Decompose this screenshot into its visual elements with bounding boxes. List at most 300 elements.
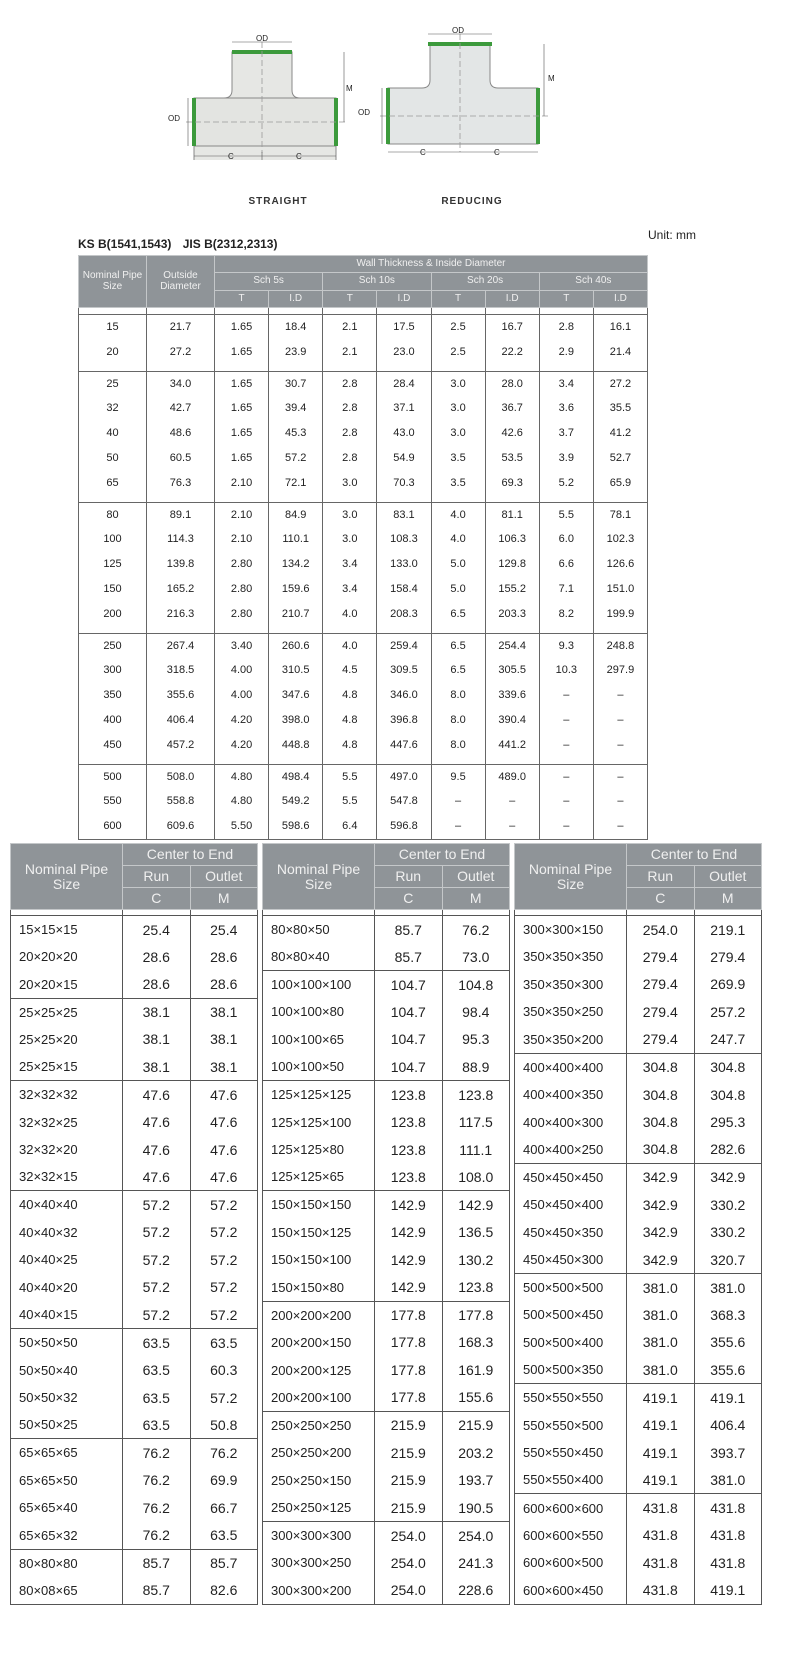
outlet-cell: 123.8 xyxy=(442,1274,510,1302)
table-row xyxy=(79,658,648,683)
table-row xyxy=(11,916,258,944)
wall-thickness-table xyxy=(78,255,648,840)
value-cell: – xyxy=(539,789,593,814)
id-header: I.D xyxy=(485,290,539,307)
nps-header: Nominal Pipe Size xyxy=(515,844,627,910)
spacer-cell xyxy=(79,364,147,371)
table-row xyxy=(11,1329,258,1357)
table-row xyxy=(11,1494,258,1522)
center-to-end-body xyxy=(515,910,762,1605)
nps-cell: 600×600×450 xyxy=(515,1577,627,1605)
outlet-cell: 57.2 xyxy=(190,1274,258,1302)
spacer-cell xyxy=(485,308,539,315)
value-cell: 106.3 xyxy=(485,527,539,552)
outlet-cell: 393.7 xyxy=(694,1439,762,1467)
spacer-cell xyxy=(269,626,323,633)
center-to-end-table-2 xyxy=(262,843,510,1605)
outlet-cell: 304.8 xyxy=(694,1081,762,1109)
table-row xyxy=(79,339,648,364)
value-cell: 2.10 xyxy=(215,502,269,527)
spacer-cell xyxy=(539,757,593,764)
run-cell: 76.2 xyxy=(123,1494,191,1522)
t-header: T xyxy=(323,290,377,307)
run-cell: 254.0 xyxy=(627,916,695,944)
run-cell: 279.4 xyxy=(627,943,695,971)
value-cell: 84.9 xyxy=(269,502,323,527)
value-cell: 21.4 xyxy=(593,339,647,364)
value-cell: 108.3 xyxy=(377,527,431,552)
value-cell: 1.65 xyxy=(215,445,269,470)
value-cell: 8.0 xyxy=(431,707,485,732)
value-cell: 151.0 xyxy=(593,576,647,601)
outlet-cell: 330.2 xyxy=(694,1219,762,1247)
outlet-cell: 47.6 xyxy=(190,1136,258,1164)
run-cell: 123.8 xyxy=(375,1163,443,1191)
nps-cell: 200×200×125 xyxy=(263,1356,375,1384)
value-cell: 558.8 xyxy=(147,789,215,814)
value-cell: 305.5 xyxy=(485,658,539,683)
table-row xyxy=(11,943,258,971)
run-cell: 28.6 xyxy=(123,971,191,999)
table-row xyxy=(263,1439,510,1467)
outlet-cell: 25.4 xyxy=(190,916,258,944)
value-cell: 39.4 xyxy=(269,396,323,421)
od-side-label: OD xyxy=(358,108,370,117)
outlet-cell: 161.9 xyxy=(442,1356,510,1384)
spacer-cell xyxy=(377,364,431,371)
table-row xyxy=(79,315,648,340)
outlet-cell: 241.3 xyxy=(442,1549,510,1577)
nps-cell: 600×600×550 xyxy=(515,1522,627,1550)
center-to-end-table-3 xyxy=(514,843,762,1605)
outlet-cell: 368.3 xyxy=(694,1301,762,1329)
value-cell: 2.1 xyxy=(323,339,377,364)
table-row xyxy=(263,1466,510,1494)
outlet-cell: 57.2 xyxy=(190,1246,258,1274)
run-cell: 304.8 xyxy=(627,1108,695,1136)
run-cell: 381.0 xyxy=(627,1329,695,1357)
value-cell: 5.5 xyxy=(323,764,377,789)
nps-cell: 400×400×300 xyxy=(515,1108,627,1136)
nps-cell: 80 xyxy=(79,502,147,527)
nps-cell: 150×150×80 xyxy=(263,1274,375,1302)
table-row xyxy=(515,1549,762,1577)
value-cell: 267.4 xyxy=(147,633,215,658)
outlet-cell: 76.2 xyxy=(442,916,510,944)
nps-cell: 450×450×350 xyxy=(515,1219,627,1247)
run-cell: 123.8 xyxy=(375,1081,443,1109)
run-cell: 38.1 xyxy=(123,1053,191,1081)
nps-cell: 550 xyxy=(79,789,147,814)
value-cell: 45.3 xyxy=(269,421,323,446)
nps-cell: 400×400×250 xyxy=(515,1136,627,1164)
table-row xyxy=(515,1329,762,1357)
id-header: I.D xyxy=(269,290,323,307)
nps-cell: 100×100×100 xyxy=(263,971,375,999)
spacer-cell xyxy=(269,364,323,371)
run-cell: 142.9 xyxy=(375,1191,443,1219)
value-cell: – xyxy=(485,789,539,814)
m-label: M xyxy=(346,84,353,93)
value-cell: 4.8 xyxy=(323,683,377,708)
value-cell: 3.5 xyxy=(431,445,485,470)
table-row xyxy=(11,1163,258,1191)
nps-cell: 32×32×32 xyxy=(11,1081,123,1109)
spacer-cell xyxy=(323,495,377,502)
outlet-cell: 69.9 xyxy=(190,1466,258,1494)
nps-cell: 50×50×32 xyxy=(11,1384,123,1412)
value-cell: 2.10 xyxy=(215,470,269,495)
nps-cell: 65×65×65 xyxy=(11,1439,123,1467)
table-row xyxy=(263,998,510,1026)
run-cell: 142.9 xyxy=(375,1274,443,1302)
value-cell: – xyxy=(539,732,593,757)
value-cell: 18.4 xyxy=(269,315,323,340)
table-row xyxy=(79,445,648,470)
nps-cell: 32×32×20 xyxy=(11,1136,123,1164)
wall-group-header: Wall Thickness & Inside Diameter xyxy=(215,256,648,273)
value-cell: 27.2 xyxy=(147,339,215,364)
ks-standard: KS B(1541,1543) xyxy=(78,237,172,251)
table-row xyxy=(515,1274,762,1302)
table-row xyxy=(263,1494,510,1522)
outlet-cell: 111.1 xyxy=(442,1136,510,1164)
od-top-label: OD xyxy=(452,26,464,35)
value-cell: 598.6 xyxy=(269,814,323,840)
spacer-cell xyxy=(215,308,269,315)
value-cell: – xyxy=(539,764,593,789)
nps-cell: 125×125×125 xyxy=(263,1081,375,1109)
spacer-cell xyxy=(539,626,593,633)
value-cell: 42.7 xyxy=(147,396,215,421)
sch-header: Sch 10s xyxy=(323,273,431,290)
value-cell: 4.0 xyxy=(323,601,377,626)
value-cell: 3.40 xyxy=(215,633,269,658)
table-row xyxy=(263,1108,510,1136)
value-cell: 23.9 xyxy=(269,339,323,364)
outlet-cell: 82.6 xyxy=(190,1577,258,1605)
standard-label xyxy=(78,237,285,251)
value-cell: 2.8 xyxy=(539,315,593,340)
table-row xyxy=(515,1439,762,1467)
run-cell: 85.7 xyxy=(123,1549,191,1577)
value-cell: 9.5 xyxy=(431,764,485,789)
value-cell: 2.5 xyxy=(431,339,485,364)
run-cell: 215.9 xyxy=(375,1439,443,1467)
value-cell: 3.0 xyxy=(323,527,377,552)
nps-cell: 40×40×40 xyxy=(11,1191,123,1219)
nps-cell: 400 xyxy=(79,707,147,732)
value-cell: 3.0 xyxy=(323,502,377,527)
nps-header: Nominal Pipe Size xyxy=(263,844,375,910)
nps-cell: 20×20×20 xyxy=(11,943,123,971)
value-cell: 355.6 xyxy=(147,683,215,708)
value-cell: 4.00 xyxy=(215,658,269,683)
nps-cell: 65×65×40 xyxy=(11,1494,123,1522)
run-cell: 304.8 xyxy=(627,1136,695,1164)
value-cell: 318.5 xyxy=(147,658,215,683)
table-row xyxy=(11,1246,258,1274)
spacer-cell xyxy=(377,308,431,315)
value-cell: 441.2 xyxy=(485,732,539,757)
run-cell: 215.9 xyxy=(375,1466,443,1494)
value-cell: 4.20 xyxy=(215,707,269,732)
outlet-cell: 282.6 xyxy=(694,1136,762,1164)
table-row xyxy=(263,1136,510,1164)
value-cell: 65.9 xyxy=(593,470,647,495)
value-cell: 22.2 xyxy=(485,339,539,364)
table-row xyxy=(79,576,648,601)
outlet-cell: 38.1 xyxy=(190,1026,258,1054)
nps-cell: 300×300×250 xyxy=(263,1549,375,1577)
nps-cell: 150×150×100 xyxy=(263,1246,375,1274)
value-cell: 2.9 xyxy=(539,339,593,364)
run-cell: 342.9 xyxy=(627,1191,695,1219)
value-cell: 36.7 xyxy=(485,396,539,421)
table-row xyxy=(11,1191,258,1219)
value-cell: 3.4 xyxy=(323,552,377,577)
value-cell: 489.0 xyxy=(485,764,539,789)
run-header: Run xyxy=(627,866,695,888)
outlet-cell: 47.6 xyxy=(190,1108,258,1136)
value-cell: 3.7 xyxy=(539,421,593,446)
value-cell: 203.3 xyxy=(485,601,539,626)
table-row xyxy=(263,1301,510,1329)
nps-cell: 300×300×150 xyxy=(515,916,627,944)
value-cell: 398.0 xyxy=(269,707,323,732)
run-cell: 57.2 xyxy=(123,1274,191,1302)
outlet-cell: 381.0 xyxy=(694,1274,762,1302)
value-cell: 54.9 xyxy=(377,445,431,470)
value-cell: 216.3 xyxy=(147,601,215,626)
table-row xyxy=(11,1356,258,1384)
outlet-cell: 66.7 xyxy=(190,1494,258,1522)
table-row xyxy=(11,998,258,1026)
nps-cell: 350×350×300 xyxy=(515,971,627,999)
spacer-cell xyxy=(431,495,485,502)
spacer-cell xyxy=(593,364,647,371)
table-row xyxy=(263,971,510,999)
spacer-cell xyxy=(215,757,269,764)
table-row xyxy=(515,916,762,944)
value-cell: 2.8 xyxy=(323,371,377,396)
table-row xyxy=(263,1549,510,1577)
table-row xyxy=(79,396,648,421)
nps-cell: 80×08×65 xyxy=(11,1577,123,1605)
nps-cell: 550×550×500 xyxy=(515,1411,627,1439)
value-cell: 4.20 xyxy=(215,732,269,757)
outlet-cell: 406.4 xyxy=(694,1411,762,1439)
spacer-cell xyxy=(485,495,539,502)
value-cell: 3.0 xyxy=(431,396,485,421)
value-cell: 89.1 xyxy=(147,502,215,527)
value-cell: 547.8 xyxy=(377,789,431,814)
run-cell: 304.8 xyxy=(627,1081,695,1109)
value-cell: 254.4 xyxy=(485,633,539,658)
value-cell: 126.6 xyxy=(593,552,647,577)
nps-cell: 550×550×550 xyxy=(515,1384,627,1412)
c-label-right: C xyxy=(296,152,302,161)
nps-cell: 250×250×250 xyxy=(263,1411,375,1439)
run-cell: 123.8 xyxy=(375,1136,443,1164)
nps-cell: 65 xyxy=(79,470,147,495)
run-cell: 63.5 xyxy=(123,1384,191,1412)
run-cell: 254.0 xyxy=(375,1577,443,1605)
table-row xyxy=(263,1577,510,1605)
value-cell: 5.2 xyxy=(539,470,593,495)
outlet-cell: 431.8 xyxy=(694,1494,762,1522)
table-row xyxy=(263,1163,510,1191)
outlet-cell: 47.6 xyxy=(190,1081,258,1109)
table-row xyxy=(515,1081,762,1109)
table-row xyxy=(263,1053,510,1081)
run-cell: 279.4 xyxy=(627,1026,695,1054)
value-cell: 4.0 xyxy=(431,527,485,552)
table-row xyxy=(79,707,648,732)
value-cell: 3.9 xyxy=(539,445,593,470)
nps-cell: 25×25×15 xyxy=(11,1053,123,1081)
outlet-cell: 355.6 xyxy=(694,1329,762,1357)
value-cell: 508.0 xyxy=(147,764,215,789)
outlet-cell: 104.8 xyxy=(442,971,510,999)
table-row xyxy=(515,1163,762,1191)
table-row xyxy=(263,943,510,971)
spacer-cell xyxy=(147,495,215,502)
run-cell: 381.0 xyxy=(627,1356,695,1384)
spacer-cell xyxy=(431,308,485,315)
run-cell: 177.8 xyxy=(375,1329,443,1357)
nps-cell: 350×350×200 xyxy=(515,1026,627,1054)
outlet-cell: 38.1 xyxy=(190,1053,258,1081)
value-cell: 447.6 xyxy=(377,732,431,757)
spacer-cell xyxy=(377,626,431,633)
outlet-cell: 63.5 xyxy=(190,1522,258,1550)
run-cell: 381.0 xyxy=(627,1301,695,1329)
outlet-cell: 28.6 xyxy=(190,943,258,971)
table-row xyxy=(515,1356,762,1384)
run-cell: 381.0 xyxy=(627,1274,695,1302)
table-row xyxy=(79,502,648,527)
value-cell: 498.4 xyxy=(269,764,323,789)
nps-cell: 65×65×50 xyxy=(11,1466,123,1494)
value-cell: 114.3 xyxy=(147,527,215,552)
outlet-cell: 50.8 xyxy=(190,1411,258,1439)
outlet-cell: 269.9 xyxy=(694,971,762,999)
c-header: C xyxy=(123,888,191,910)
run-header: Run xyxy=(375,866,443,888)
value-cell: – xyxy=(593,707,647,732)
nps-cell: 150×150×150 xyxy=(263,1191,375,1219)
spacer-cell xyxy=(323,364,377,371)
nps-cell: 15×15×15 xyxy=(11,916,123,944)
outlet-cell: 304.8 xyxy=(694,1053,762,1081)
od-side-label: OD xyxy=(168,114,180,123)
outlet-cell: 73.0 xyxy=(442,943,510,971)
spacer-cell xyxy=(79,308,147,315)
spacer-cell xyxy=(147,364,215,371)
table-row xyxy=(79,527,648,552)
value-cell: 159.6 xyxy=(269,576,323,601)
value-cell: 28.0 xyxy=(485,371,539,396)
spacer-cell xyxy=(539,308,593,315)
sch-header: Sch 40s xyxy=(539,273,647,290)
outlet-cell: 257.2 xyxy=(694,998,762,1026)
value-cell: – xyxy=(485,814,539,840)
value-cell: 4.80 xyxy=(215,789,269,814)
value-cell: 5.0 xyxy=(431,576,485,601)
nps-cell: 300×300×200 xyxy=(263,1577,375,1605)
spacer-cell xyxy=(593,308,647,315)
outlet-cell: 47.6 xyxy=(190,1163,258,1191)
value-cell: 129.8 xyxy=(485,552,539,577)
run-cell: 57.2 xyxy=(123,1301,191,1329)
value-cell: 102.3 xyxy=(593,527,647,552)
value-cell: 30.7 xyxy=(269,371,323,396)
run-cell: 63.5 xyxy=(123,1356,191,1384)
table-row xyxy=(515,1191,762,1219)
nps-cell: 125×125×65 xyxy=(263,1163,375,1191)
spacer-cell xyxy=(485,364,539,371)
outlet-cell: 76.2 xyxy=(190,1439,258,1467)
table-row xyxy=(79,552,648,577)
nps-cell: 100×100×80 xyxy=(263,998,375,1026)
table-row xyxy=(515,1301,762,1329)
value-cell: 4.0 xyxy=(323,633,377,658)
run-cell: 431.8 xyxy=(627,1549,695,1577)
table-row xyxy=(79,764,648,789)
outlet-cell: 203.2 xyxy=(442,1439,510,1467)
m-header: M xyxy=(190,888,258,910)
nps-cell: 500×500×450 xyxy=(515,1301,627,1329)
nps-cell: 20×20×15 xyxy=(11,971,123,999)
run-cell: 177.8 xyxy=(375,1356,443,1384)
value-cell: 390.4 xyxy=(485,707,539,732)
run-cell: 57.2 xyxy=(123,1191,191,1219)
nps-cell: 250×250×200 xyxy=(263,1439,375,1467)
nps-cell: 200 xyxy=(79,601,147,626)
value-cell: 2.1 xyxy=(323,315,377,340)
nps-cell: 125×125×100 xyxy=(263,1108,375,1136)
table-row xyxy=(515,1053,762,1081)
nps-cell: 50 xyxy=(79,445,147,470)
value-cell: – xyxy=(593,764,647,789)
value-cell: 609.6 xyxy=(147,814,215,840)
nps-cell: 40×40×15 xyxy=(11,1301,123,1329)
nps-header: Nominal Pipe Size xyxy=(11,844,123,910)
table-row xyxy=(11,1301,258,1329)
table-row xyxy=(515,1246,762,1274)
value-cell: – xyxy=(539,814,593,840)
outlet-cell: 228.6 xyxy=(442,1577,510,1605)
nps-cell: 150×150×125 xyxy=(263,1219,375,1247)
value-cell: 339.6 xyxy=(485,683,539,708)
group-spacer xyxy=(79,308,648,315)
table-row xyxy=(515,1136,762,1164)
outlet-cell: 142.9 xyxy=(442,1191,510,1219)
value-cell: 310.5 xyxy=(269,658,323,683)
value-cell: 6.0 xyxy=(539,527,593,552)
run-cell: 85.7 xyxy=(375,943,443,971)
nps-cell: 400×400×400 xyxy=(515,1053,627,1081)
spacer-cell xyxy=(269,308,323,315)
table-row xyxy=(263,1384,510,1412)
run-cell: 123.8 xyxy=(375,1108,443,1136)
nps-cell: 32×32×25 xyxy=(11,1108,123,1136)
value-cell: 2.80 xyxy=(215,552,269,577)
center-to-end-body xyxy=(263,910,510,1605)
group-spacer xyxy=(79,757,648,764)
run-cell: 76.2 xyxy=(123,1439,191,1467)
